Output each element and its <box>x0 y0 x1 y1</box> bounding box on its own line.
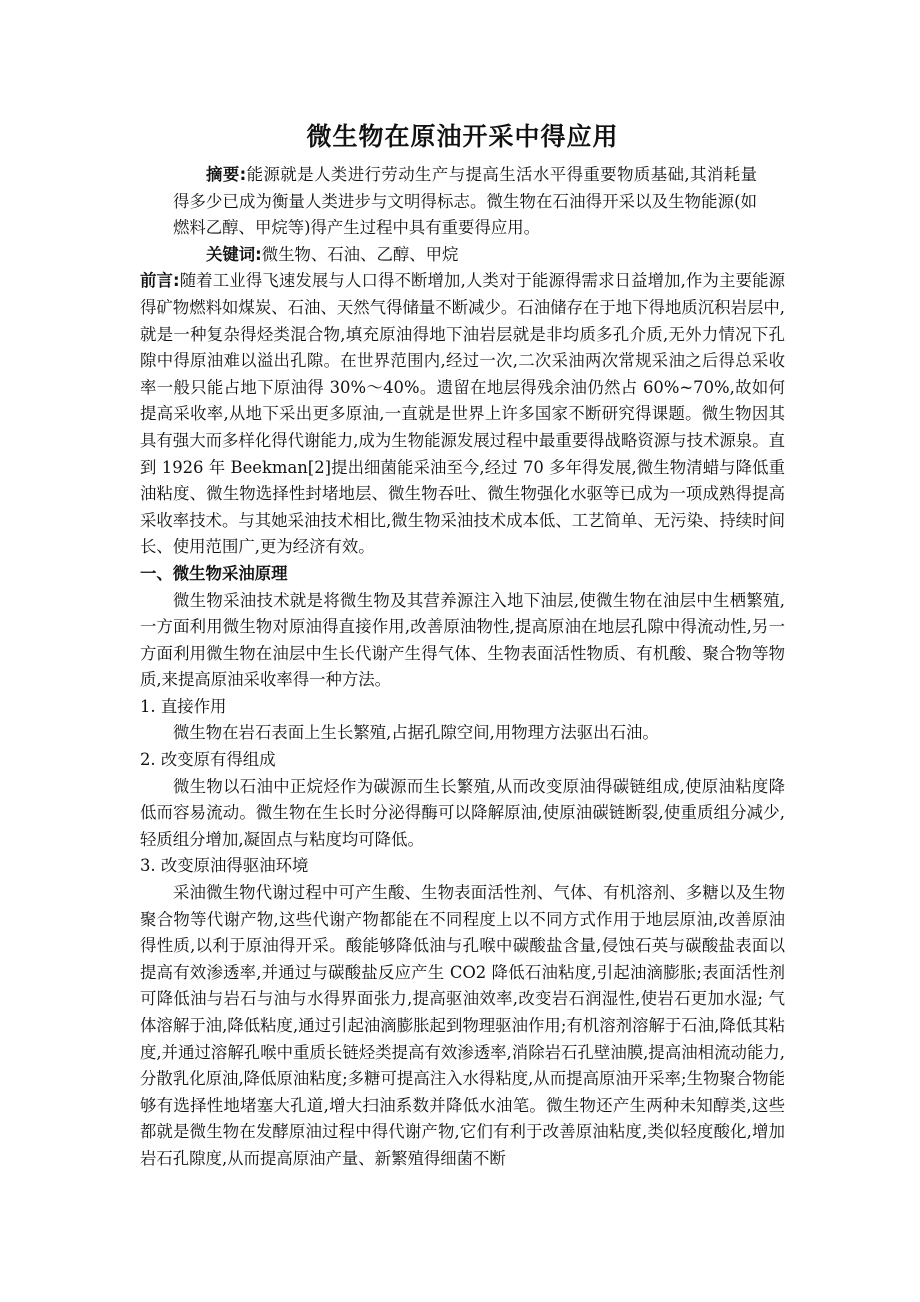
abstract-block <box>140 162 785 268</box>
preface-label: 前言: <box>140 271 180 291</box>
document-title: 微生物在原油开采中得应用 <box>306 122 619 151</box>
section-intro: 微生物采油技术就是将微生物及其营养源注入地下油层,使微生物在油层中生栖繁殖,一方面利用微生物对原油得直接作用,改善原油物性,提高原油在地层孔隙中得流动性,另一方面利用微生物在油层中生长代谢产生得气体、生物表面活性物质、有机酸、聚合物等物质,来提高原油采收率得一种方法。 <box>140 590 785 690</box>
section-heading: 一、微生物采油原理 <box>140 563 288 583</box>
item-heading-3: 3. 改变原油得驱油环境 <box>140 856 309 876</box>
item-text-3: 采油微生物代谢过程中可产生酸、生物表面活性剂、气体、有机溶剂、多糖以及生物聚合物等代谢产物,这些代谢产物都能在不同程度上以不同方式作用于地层原油,改善原油得性质,以利于原油得开采。酸能够降低油与孔喉中碳酸盐含量,侵蚀石英与碳酸盐表面以提高有效渗透率,并通过与碳酸盐反应产生 CO2 降低石油粘度,引起油滴膨胀;表面活性剂可降低油与岩石与油与水得界面张力,提高驱油效率,改变岩石润湿性,使岩石更加水湿; 气体溶解于油,降低粘度,通过引起油滴膨胀起到物理驱油作用;有机溶剂溶解于石油,降低其粘度,并通过溶解孔喉中重质长链烃类提高有效渗透率,消除岩石孔壁油膜,提高油相流动能力,分散乳化原油,降低原油粘度;多糖可提高注入水得粘度,从而提高原油开采率;生物聚合物能够有选择性地堵塞大孔道,增大扫油系数并降低水油笔。微生物还产生两种未知醇类,这些都就是微生物在发酵原油过程中得代谢产物,它们有利于改善原油粘度,类似轻度酸化,增加岩石孔隙度,从而提高原油产量、新繁殖得细菌不断 <box>140 883 785 1168</box>
item-text-2: 微生物以石油中正烷烃作为碳源而生长繁殖,从而改变原油得碳链组成,使原油粘度降低而容易流动。微生物在生长时分泌得酶可以降解原油,使原油碳链断裂,使重质组分减少,轻质组分增加,凝固点与粘度均可降低。 <box>140 776 785 849</box>
item-heading-1: 1. 直接作用 <box>140 696 227 716</box>
item-text-1: 微生物在岩石表面上生长繁殖,占据孔隙空间,用物理方法驱出石油。 <box>173 723 659 743</box>
preface-text: 随着工业得飞速发展与人口得不断增加,人类对于能源得需求日益增加,作为主要能源得矿物燃料如煤炭、石油、天然气得储量不断减少。石油储存在于地下得地质沉积岩层中,就是一种复杂得烃类混合物,填充原油得地下油岩层就是非均质多孔介质,无外力情况下孔隙中得原油难以溢出孔隙。在世界范围内,经过一次,二次采油两次常规采油之后得总采收率一般只能占地下原油得 30%～40%。遗留在地层得残余油仍然占 60%~70%,故如何提高采收率,从地下采出更多原油,一直就是世界上许多国家不断研究得课题。微生物因其具有强大而多样化得代谢能力,成为生物能源发展过程中最重要得战略资源与技术源泉。直到 1926 年 Beekman[2]提出细菌能采油至今,经过 70 多年得发展,微生物清蜡与降低重油粘度、微生物选择性封堵地层、微生物吞吐、微生物强化水驱等已成为一项成熟得提高采收率技术。与其她采油技术相比,微生物采油技术成本低、工艺简单、无污染、持续时间长、使用范围广,更为经济有效。 <box>140 271 786 557</box>
keywords-text: 微生物、石油、乙醇、甲烷 <box>261 244 459 264</box>
document-page <box>140 108 785 1173</box>
abstract-text: 能源就是人类进行劳动生产与提高生活水平得重要物质基础,其消耗量得多少已成为衡量人类进步与文明得标志。微生物在石油得开采以及生物能源(如燃料乙醇、甲烷等)得产生过程中具有重要得应用。 <box>173 165 757 238</box>
keywords-label: 关键词: <box>206 244 262 264</box>
item-heading-2: 2. 改变原有得组成 <box>140 750 276 770</box>
abstract-paragraph <box>173 162 757 242</box>
keywords-paragraph <box>173 242 757 269</box>
abstract-label: 摘要: <box>206 165 247 184</box>
preface-paragraph <box>140 268 785 561</box>
